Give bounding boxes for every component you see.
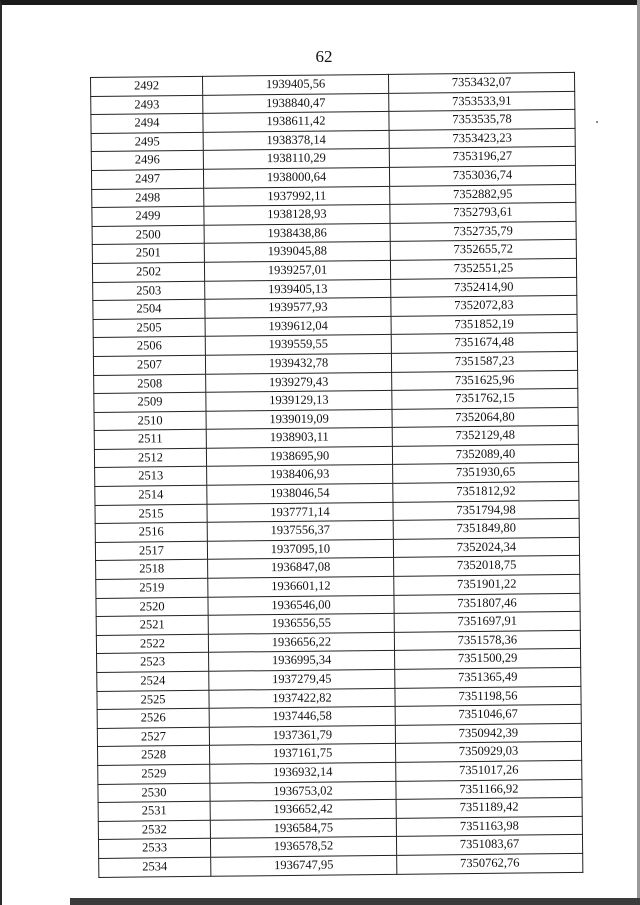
point-number-cell: 2513 (95, 467, 207, 487)
y-coordinate-cell: 7352793,61 (390, 203, 576, 224)
x-coordinate-cell: 1939045,88 (204, 242, 390, 263)
x-coordinate-cell: 1937446,58 (209, 707, 395, 728)
x-coordinate-cell: 1938378,14 (203, 130, 389, 151)
y-coordinate-cell: 7351083,67 (396, 835, 582, 856)
point-number-cell: 2533 (98, 839, 210, 859)
point-number-cell: 2507 (93, 355, 205, 375)
y-coordinate-cell: 7351500,29 (395, 649, 581, 670)
y-coordinate-cell: 7350762,76 (397, 853, 583, 874)
coordinates-table-wrapper (90, 72, 583, 878)
point-number-cell: 2504 (93, 299, 205, 319)
point-number-cell: 2520 (96, 597, 208, 617)
x-coordinate-cell: 1939129,13 (206, 390, 392, 411)
y-coordinate-cell: 7351812,92 (393, 481, 579, 502)
point-number-cell: 2526 (97, 708, 209, 728)
y-coordinate-cell: 7353535,78 (389, 110, 575, 131)
point-number-cell: 2518 (96, 560, 208, 580)
x-coordinate-cell: 1938128,93 (204, 205, 390, 226)
coordinates-table (90, 72, 583, 878)
x-coordinate-cell: 1936652,42 (210, 799, 396, 820)
point-number-cell: 2510 (94, 411, 206, 431)
x-coordinate-cell: 1938903,11 (206, 428, 392, 449)
x-coordinate-cell: 1937279,45 (209, 669, 395, 690)
y-coordinate-cell: 7351852,19 (391, 314, 577, 335)
x-coordinate-cell: 1939577,93 (205, 297, 391, 318)
point-number-cell: 2516 (95, 523, 207, 543)
y-coordinate-cell: 7351163,98 (396, 816, 582, 837)
point-number-cell: 2534 (99, 857, 211, 877)
x-coordinate-cell: 1939405,13 (205, 279, 391, 300)
scan-speck (596, 121, 598, 123)
point-number-cell: 2517 (95, 541, 207, 561)
point-number-cell: 2498 (92, 188, 204, 208)
y-coordinate-cell: 7351901,22 (394, 574, 580, 595)
y-coordinate-cell: 7351189,42 (396, 798, 582, 819)
y-coordinate-cell: 7353432,07 (388, 72, 574, 93)
y-coordinate-cell: 7351697,91 (394, 612, 580, 633)
y-coordinate-cell: 7352414,90 (391, 277, 577, 298)
point-number-cell: 2532 (98, 820, 210, 840)
x-coordinate-cell: 1938110,29 (203, 149, 389, 170)
y-coordinate-cell: 7353036,74 (389, 165, 575, 186)
point-number-cell: 2492 (91, 76, 203, 96)
y-coordinate-cell: 7351674,48 (391, 333, 577, 354)
y-coordinate-cell: 7353196,27 (389, 147, 575, 168)
point-number-cell: 2503 (93, 281, 205, 301)
y-coordinate-cell: 7352024,34 (393, 537, 579, 558)
y-coordinate-cell: 7351794,98 (393, 500, 579, 521)
y-coordinate-cell: 7352735,79 (390, 221, 576, 242)
x-coordinate-cell: 1939612,04 (205, 316, 391, 337)
point-number-cell: 2529 (98, 764, 210, 784)
point-number-cell: 2511 (94, 430, 206, 450)
point-number-cell: 2521 (96, 616, 208, 636)
point-number-cell: 2525 (97, 690, 209, 710)
x-coordinate-cell: 1939019,09 (206, 409, 392, 430)
x-coordinate-cell: 1939432,78 (205, 353, 391, 374)
point-number-cell: 2512 (94, 448, 206, 468)
x-coordinate-cell: 1936932,14 (210, 762, 396, 783)
point-number-cell: 2500 (92, 225, 204, 245)
y-coordinate-cell: 7351046,67 (395, 705, 581, 726)
x-coordinate-cell: 1936995,34 (209, 651, 395, 672)
x-coordinate-cell: 1936747,95 (211, 855, 397, 876)
x-coordinate-cell: 1938840,47 (203, 93, 389, 114)
x-coordinate-cell: 1936556,55 (208, 614, 394, 635)
x-coordinate-cell: 1939559,55 (205, 335, 391, 356)
point-number-cell: 2522 (96, 634, 208, 654)
point-number-cell: 2524 (97, 671, 209, 691)
y-coordinate-cell: 7352089,40 (392, 444, 578, 465)
y-coordinate-cell: 7351166,92 (396, 779, 582, 800)
x-coordinate-cell: 1938406,93 (207, 465, 393, 486)
y-coordinate-cell: 7352655,72 (390, 240, 576, 261)
x-coordinate-cell: 1937161,75 (210, 744, 396, 765)
y-coordinate-cell: 7352551,25 (390, 258, 576, 279)
point-number-cell: 2505 (93, 318, 205, 338)
point-number-cell: 2531 (98, 801, 210, 821)
y-coordinate-cell: 7351017,26 (396, 760, 582, 781)
x-coordinate-cell: 1936546,00 (208, 595, 394, 616)
x-coordinate-cell: 1939257,01 (204, 260, 390, 281)
y-coordinate-cell: 7351625,96 (392, 370, 578, 391)
point-number-cell: 2509 (94, 392, 206, 412)
point-number-cell: 2493 (91, 95, 203, 115)
x-coordinate-cell: 1937771,14 (207, 502, 393, 523)
y-coordinate-cell: 7351930,65 (393, 463, 579, 484)
y-coordinate-cell: 7352882,95 (390, 184, 576, 205)
x-coordinate-cell: 1938000,64 (203, 167, 389, 188)
x-coordinate-cell: 1937361,79 (209, 725, 395, 746)
point-number-cell: 2530 (98, 783, 210, 803)
point-number-cell: 2501 (92, 244, 204, 264)
x-coordinate-cell: 1939405,56 (202, 74, 388, 95)
point-number-cell: 2495 (91, 132, 203, 152)
scan-bottom-edge (70, 898, 640, 905)
y-coordinate-cell: 7351849,80 (393, 519, 579, 540)
x-coordinate-cell: 1937095,10 (207, 539, 393, 560)
y-coordinate-cell: 7350942,39 (395, 723, 581, 744)
point-number-cell: 2514 (95, 485, 207, 505)
x-coordinate-cell: 1938046,54 (207, 483, 393, 504)
y-coordinate-cell: 7352129,48 (392, 426, 578, 447)
page-number: 62 (315, 47, 333, 66)
point-number-cell: 2528 (98, 746, 210, 766)
y-coordinate-cell: 7351198,56 (395, 686, 581, 707)
y-coordinate-cell: 7352018,75 (394, 556, 580, 577)
x-coordinate-cell: 1937422,82 (209, 688, 395, 709)
coordinates-table-body (91, 72, 583, 877)
y-coordinate-cell: 7351578,36 (394, 630, 580, 651)
y-coordinate-cell: 7350929,03 (395, 742, 581, 763)
point-number-cell: 2523 (97, 653, 209, 673)
x-coordinate-cell: 1936584,75 (210, 818, 396, 839)
x-coordinate-cell: 1936578,52 (210, 837, 396, 858)
y-coordinate-cell: 7353423,23 (389, 128, 575, 149)
x-coordinate-cell: 1936656,22 (208, 632, 394, 653)
x-coordinate-cell: 1936601,12 (208, 576, 394, 597)
x-coordinate-cell: 1938611,42 (203, 112, 389, 133)
point-number-cell: 2527 (97, 727, 209, 747)
x-coordinate-cell: 1938695,90 (206, 446, 392, 467)
point-number-cell: 2502 (92, 262, 204, 282)
x-coordinate-cell: 1939279,43 (206, 372, 392, 393)
point-number-cell: 2508 (94, 374, 206, 394)
x-coordinate-cell: 1937992,11 (204, 186, 390, 207)
point-number-cell: 2496 (91, 151, 203, 171)
point-number-cell: 2519 (96, 578, 208, 598)
point-number-cell: 2499 (92, 206, 204, 226)
y-coordinate-cell: 7351365,49 (395, 667, 581, 688)
table-row (99, 853, 583, 877)
y-coordinate-cell: 7351587,23 (391, 351, 577, 372)
x-coordinate-cell: 1936847,08 (208, 558, 394, 579)
y-coordinate-cell: 7351807,46 (394, 593, 580, 614)
point-number-cell: 2494 (91, 114, 203, 134)
y-coordinate-cell: 7351762,15 (392, 389, 578, 410)
x-coordinate-cell: 1938438,86 (204, 223, 390, 244)
point-number-cell: 2506 (93, 337, 205, 357)
y-coordinate-cell: 7352064,80 (392, 407, 578, 428)
point-number-cell: 2515 (95, 504, 207, 524)
x-coordinate-cell: 1937556,37 (207, 521, 393, 542)
y-coordinate-cell: 7353533,91 (389, 91, 575, 112)
point-number-cell: 2497 (91, 169, 203, 189)
x-coordinate-cell: 1936753,02 (210, 781, 396, 802)
y-coordinate-cell: 7352072,83 (391, 296, 577, 317)
